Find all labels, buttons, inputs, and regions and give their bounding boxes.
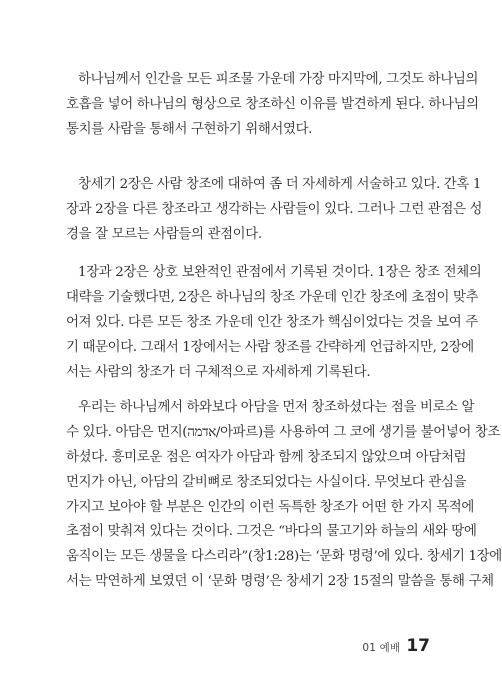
text-line: 우리는 하나님께서 하와보다 아담을 먼저 창조하셨다는 점을 비로소 알	[78, 400, 475, 415]
text-line: 기 때문이다. 그래서 1장에서는 사람 창조를 간략하게 언급하지만, 2장에	[66, 339, 474, 355]
text-line: 수 있다. 아담은 먼지(אדמה/아파르)를 사용하여 그 코에 생기를 불어넣어 창조	[66, 424, 501, 440]
text-line: 대략을 기술했다면, 2장은 하나님의 창조 가운데 인간 창조에 초점이 맞추	[66, 289, 479, 305]
paragraph-4	[66, 396, 502, 595]
text-line: 호흡을 넣어 하나님의 형상으로 창조하신 이유를 발견하게 된다. 하나님의	[66, 96, 479, 112]
paragraph-2	[66, 173, 483, 248]
text-line: 가지고 보아야 할 부분은 인간의 이런 독특한 창조가 어떤 한 가지 목적에	[66, 499, 474, 515]
text-line: 1장과 2장은 상호 보완적인 관점에서 기록된 것이다. 1장은 창조 전체의	[78, 265, 482, 280]
chapter-label: 01 예배	[362, 642, 401, 654]
paragraph-3	[66, 261, 482, 385]
text-line: 통치를 사람을 통해서 구현하기 위해서였다.	[66, 121, 313, 137]
text-line: 초점이 맞춰져 있다는 것이다. 그것은 “바다의 물고기와 하늘의 새와 땅에	[66, 524, 477, 540]
text-line: 하나님께서 인간을 모든 피조물 가운데 가장 마지막에, 그것도 하나님의	[78, 72, 479, 87]
text-line: 어져 있다. 다른 모든 창조 가운데 인간 창조가 핵심이었다는 것을 보여 주	[66, 314, 478, 330]
text-line: 경을 잘 모르는 사람들의 관점이다.	[66, 226, 262, 242]
paragraph-1	[66, 68, 479, 143]
page-footer	[362, 636, 430, 656]
text-line: 창세기 2장은 사람 창조에 대하여 좀 더 자세하게 서술하고 있다. 간혹 1	[78, 177, 482, 192]
text-line: 하셨다. 흥미로운 점은 여자가 아담과 함께 창조되지 않았으며 아담처럼	[66, 449, 467, 465]
text-line: 장과 2장을 다른 창조라고 생각하는 사람들이 있다. 그러나 그런 관점은 성	[66, 201, 483, 217]
text-line: 먼지가 아닌, 아담의 갈비뼈로 창조되었다는 사실이다. 무엇보다 관심을	[66, 474, 467, 490]
text-line: 움직이는 모든 생물을 다스리라”(창1:28)는 ‘문화 명령’에 있다. 창세기 1장에	[66, 549, 502, 565]
text-line: 서는 막연하게 보였던 이 ‘문화 명령’은 창세기 2장 15절의 말씀을 통해 구체	[66, 574, 494, 590]
text-line: 서는 사람의 창조가 더 구체적으로 자세하게 기록된다.	[66, 364, 371, 380]
page-number: 17	[406, 636, 430, 656]
